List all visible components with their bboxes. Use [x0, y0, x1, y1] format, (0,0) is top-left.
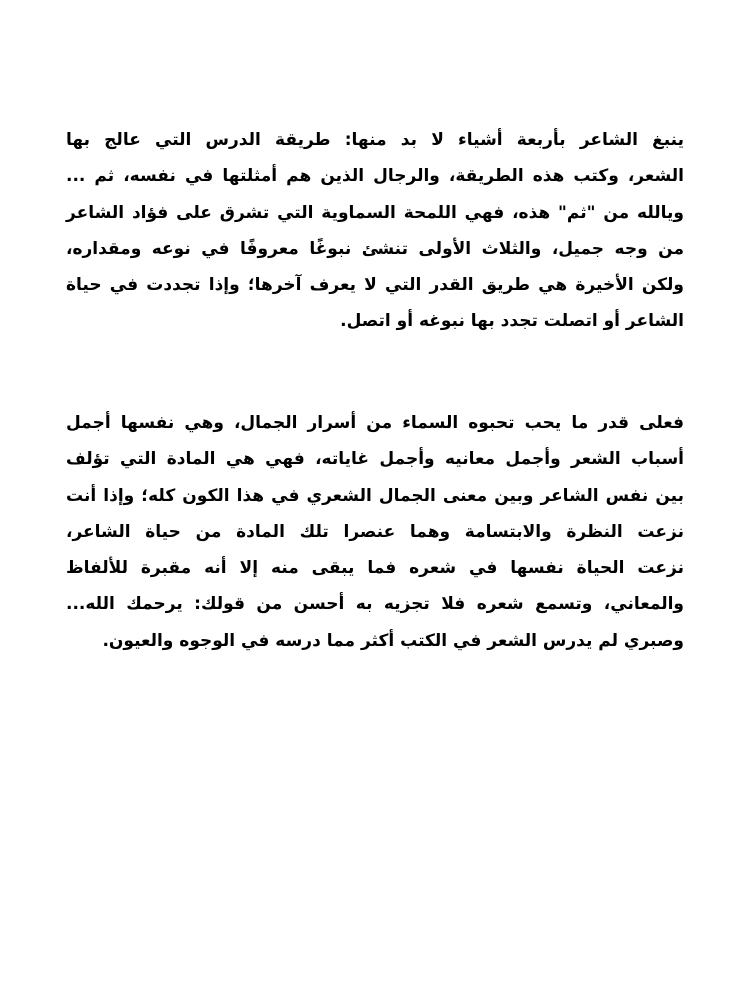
paragraph-2-line-4: نزعت النظرة والابتسامة وهما عنصرا تلك المادة من حياة الشاعر،: [66, 521, 684, 542]
paragraph-2-line-6: والمعاني، وتسمع شعره فلا تجزيه به أحسن من قولك: يرحمك الله...: [66, 594, 684, 615]
paragraph-2-line-3: بين نفس الشاعر وبين معنى الجمال الشعري في هذا الكون كله؛ وإذا أنت: [66, 485, 684, 506]
paragraph-1-line-5: ولكن الأخيرة هي طريق القدر التي لا يعرف آخرها؛ وإذا تجددت في حياة: [66, 275, 684, 296]
paragraph-2-line-7: وصبري لم يدرس الشعر في الكتب أكثر مما درسه في الوجوه والعيون.: [102, 630, 684, 651]
paragraph-2: [66, 405, 684, 659]
paragraph-1-line-6: الشاعر أو اتصلت تجدد بها نبوغه أو اتصل.: [340, 311, 684, 332]
paragraph-2-line-1: فعلى قدر ما يحب تحبوه السماء من أسرار الجمال، وهي نفسها أجمل: [66, 413, 684, 433]
paragraph-1: [66, 122, 684, 340]
paragraph-2-line-2: أسباب الشعر وأجمل معانيه وأجمل غاياته، فهي هي المادة التي تؤلف: [66, 449, 684, 470]
paragraph-1-line-1: ينبغ الشاعر بأربعة أشياء لا بد منها: طريقة الدرس التي عالج بها: [66, 130, 684, 150]
paragraph-2-line-5: نزعت الحياة نفسها في شعره فما يبقى منه إلا أنه مقبرة للألفاظ: [66, 558, 684, 579]
paragraph-1-line-3: ويالله من "ثم" هذه، فهي اللمحة السماوية التي تشرق على فؤاد الشاعر: [66, 202, 684, 223]
paragraph-1-line-4: من وجه جميل، والثلاث الأولى تنشئ نبوغًا معروفًا في نوعه ومقداره،: [66, 238, 684, 259]
paragraph-1-line-2: الشعر، وكتب هذه الطريقة، والرجال الذين هم أمثلتها في نفسه، ثم ...: [66, 166, 684, 187]
